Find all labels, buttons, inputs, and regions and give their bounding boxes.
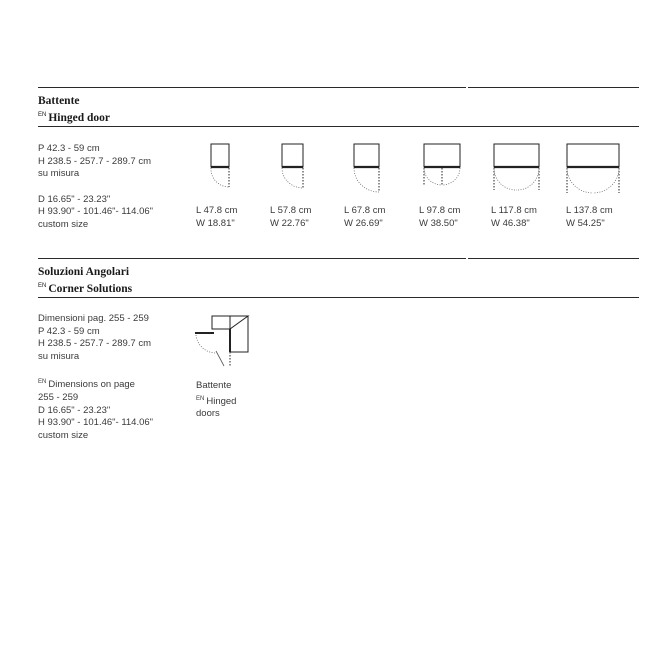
unit-drawing-3 bbox=[352, 143, 432, 195]
unit-dim-3: L 67.8 cm W 26.69" bbox=[344, 205, 386, 229]
unit-dim-1: L 47.8 cm W 18.81" bbox=[196, 205, 238, 229]
unit-drawing-2 bbox=[280, 143, 360, 195]
unit-dim-4: L 97.8 cm W 38.50" bbox=[419, 205, 461, 229]
corner-label: Battente $^{EN}$ Hinged doors bbox=[196, 380, 237, 420]
section1-specs bbox=[38, 143, 153, 232]
heading-english: $^{EN}$ Corner Solutions bbox=[38, 282, 133, 295]
spec-line: D 16.65" - 23.23" bbox=[38, 404, 111, 416]
section2-rule bbox=[38, 297, 639, 298]
section2-specs bbox=[38, 313, 153, 443]
spec-line: su misura bbox=[38, 350, 80, 362]
unit-dim-2: L 57.8 cm W 22.76" bbox=[270, 205, 312, 229]
spec-line: 255 - 259 bbox=[38, 392, 79, 404]
spec-line: custom size bbox=[38, 429, 89, 441]
spec-line: H 238.5 - 257.7 - 289.7 cm bbox=[38, 338, 152, 350]
spec-line: $^{EN}$ Dimensions on page bbox=[38, 379, 135, 391]
spec-line: custom size bbox=[38, 218, 89, 230]
unit-drawing-4 bbox=[423, 143, 503, 195]
section1-rule bbox=[38, 126, 639, 127]
unit-dim-6: L 137.8 cm W 54.25" bbox=[566, 205, 613, 229]
heading-italian: Soluzioni Angolari bbox=[38, 266, 130, 278]
spec-line: su misura bbox=[38, 168, 80, 180]
spec-line: Dimensioni pag. 255 - 259 bbox=[38, 313, 149, 324]
spec-line: D 16.65" - 23.23" bbox=[38, 193, 111, 205]
spec-line: H 238.5 - 257.7 - 289.7 cm bbox=[38, 155, 152, 167]
unit-dim-5: L 117.8 cm W 46.38" bbox=[491, 205, 537, 229]
section-heading-corner bbox=[38, 265, 132, 296]
spec-line: P 42.3 - 59 cm bbox=[38, 143, 100, 154]
unit-drawing-5 bbox=[493, 143, 573, 195]
heading-italian: Battente bbox=[38, 95, 80, 107]
top-rule-right bbox=[468, 87, 639, 88]
unit-drawing-1 bbox=[208, 143, 288, 195]
spec-line: P 42.3 - 59 cm bbox=[38, 325, 100, 337]
section-heading-hinged bbox=[38, 94, 110, 125]
corner-unit-drawing bbox=[194, 311, 254, 376]
section2-top-rule-right bbox=[468, 258, 639, 259]
spec-line: H 93.90" - 101.46"- 114.06" bbox=[38, 206, 154, 218]
spec-line: H 93.90" - 101.46"- 114.06" bbox=[38, 417, 154, 429]
section2-top-rule-left bbox=[38, 258, 466, 259]
heading-english: $^{EN}$ Hinged door bbox=[38, 111, 111, 124]
top-rule-left bbox=[38, 87, 466, 88]
unit-drawing-6 bbox=[566, 143, 646, 195]
